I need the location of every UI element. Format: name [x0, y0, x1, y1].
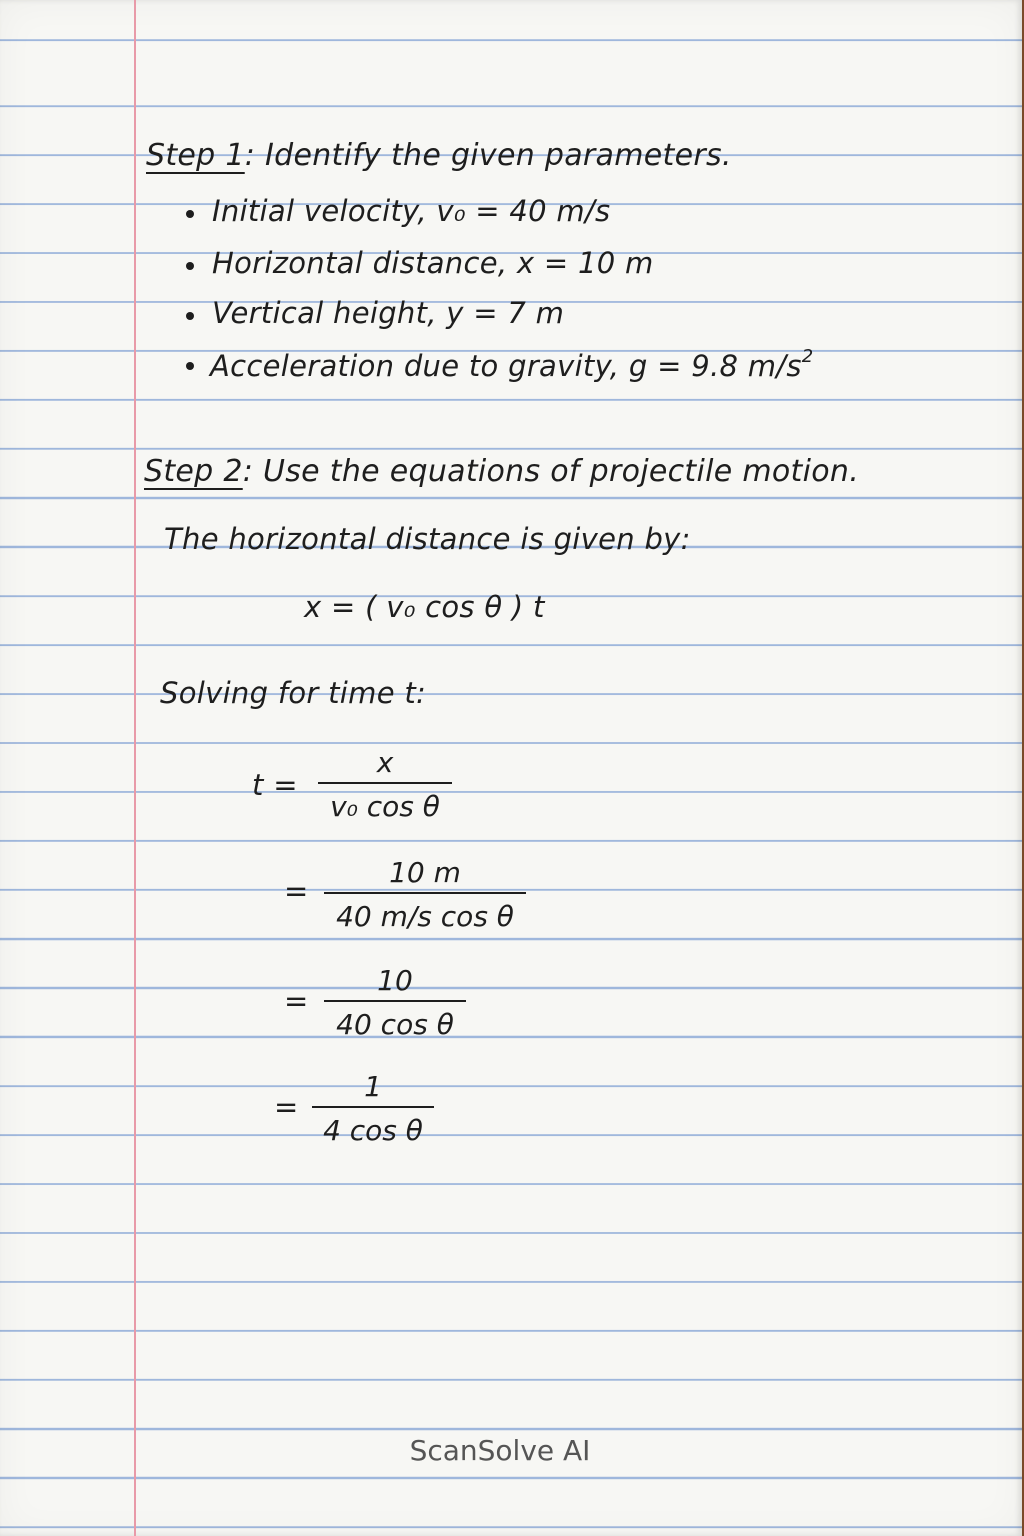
bullet-horizontal-distance: Horizontal distance, x = 10 m: [212, 246, 654, 280]
eq1-lhs: t =: [252, 768, 298, 802]
eq3-fraction: [324, 964, 466, 1048]
step1-label: Step 1: [146, 138, 245, 173]
step2-label: Step 2: [144, 454, 243, 489]
eq2-fraction: [324, 856, 526, 940]
eq3-fraction-bar: [324, 1000, 466, 1002]
eq4-numerator: 1: [364, 1070, 382, 1103]
solving-for-time: Solving for time t:: [160, 676, 427, 710]
eq2-denominator: 40 m/s cos θ: [336, 900, 514, 933]
step2-title: : Use the equations of projectile motion.: [242, 454, 860, 489]
step1-heading: [146, 138, 732, 173]
horizontal-equation: x = ( v₀ cos θ ) t: [304, 590, 545, 624]
eq2-numerator: 10 m: [389, 856, 461, 889]
eq1-denominator: v₀ cos θ: [330, 790, 440, 823]
bullet-dot: [186, 262, 194, 270]
gravity-exponent: 2: [801, 346, 814, 367]
eq2-lhs: =: [284, 874, 309, 908]
eq4-fraction: [312, 1070, 434, 1154]
eq2-fraction-bar: [324, 892, 526, 894]
eq4-denominator: 4 cos θ: [323, 1114, 423, 1147]
eq3-lhs: =: [284, 984, 309, 1018]
bullet-gravity: [210, 346, 814, 383]
bullet-dot: [186, 210, 194, 218]
eq1-fraction-bar: [318, 782, 452, 784]
step1-title: : Identify the given parameters.: [244, 138, 732, 173]
bullet-dot: [186, 312, 194, 320]
bullet-dot: [186, 362, 194, 370]
horizontal-intro: The horizontal distance is given by:: [164, 522, 691, 556]
eq4-lhs: =: [274, 1090, 299, 1124]
eq1-numerator: x: [376, 746, 394, 779]
bullet-vertical-height: Vertical height, y = 7 m: [212, 296, 565, 330]
scansolve-watermark: ScanSolve AI: [409, 1434, 591, 1467]
eq1-fraction: [318, 746, 452, 830]
eq3-denominator: 40 cos θ: [336, 1008, 454, 1041]
eq4-fraction-bar: [312, 1106, 434, 1108]
step2-heading: [144, 454, 859, 489]
margin-line: [134, 0, 136, 1536]
eq3-numerator: 10: [377, 964, 413, 997]
gravity-text: Acceleration due to gravity, g = 9.8 m/s: [210, 349, 802, 383]
bullet-initial-velocity: Initial velocity, v₀ = 40 m/s: [212, 194, 611, 228]
